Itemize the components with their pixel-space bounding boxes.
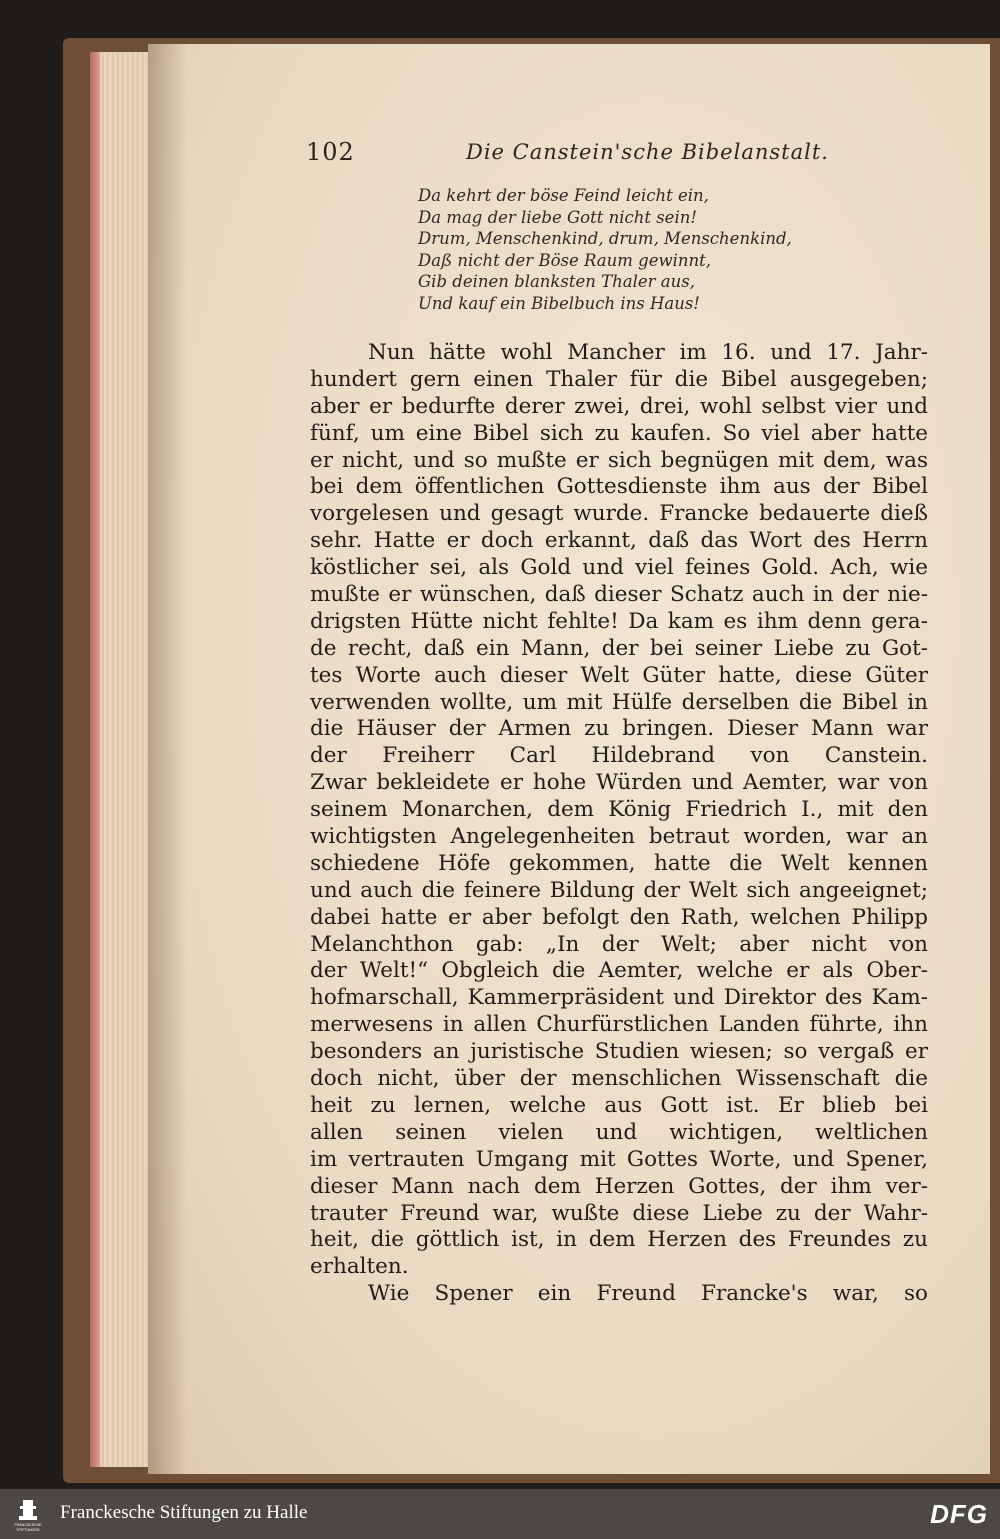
verse-line: Da mag der liebe Gott nicht sein! [418,207,697,227]
text-line: tes Worte auch dieser Welt Güter hatte, diese Güter [310,662,928,688]
text-line: Nun hätte wohl Mancher im 16. und 17. Jahr- [368,340,928,365]
text-line: der Welt!“ Obgleich die Aemter, welche er als Ober- [310,958,928,984]
text-line: er nicht, und so mußte er sich begnügen mit dem, was [310,447,928,473]
text-line: bei dem öffentlichen Gottesdienste ihm aus der Bibel [310,474,928,500]
text-line: die Häuser der Armen zu bringen. Dieser Mann war [310,716,928,742]
page-number: 102 [306,138,355,166]
text-line: drigsten Hütte nicht fehlte! Da kam es ihm denn gera- [310,608,928,634]
text-line: heit zu lernen, welche aus Gott ist. Er blieb bei [310,1092,928,1118]
text-line: verwenden wollte, um mit Hülfe derselben die Bibel in [310,689,928,715]
text-line: seinem Monarchen, dem König Friedrich I., mit den [310,797,928,823]
text-line: dabei hatte er aber befolgt den Rath, welchen Philipp [310,904,928,930]
text-line: heit, die göttlich ist, in dem Herzen des Freundes zu [310,1227,928,1253]
verse-line: Gib deinen blanksten Thaler aus, [418,272,695,291]
text-line: allen seinen vielen und wichtigen, weltlichen [310,1119,928,1145]
text-line: erhalten. [310,1254,409,1280]
franckesche-stiftungen-logo [8,1497,48,1533]
text-line: Zwar bekleidete er hohe Würden und Aemter, war von [310,770,928,796]
svg-text:FRANCKESCHE: FRANCKESCHE [14,1523,42,1527]
verse-line: Und kauf ein Bibelbuch ins Haus! [418,293,700,313]
text-line: wichtigsten Angelegenheiten betraut worden, war an [310,824,928,850]
text-line: trauter Freund war, wußte diese Liebe zu der Wahr- [310,1200,928,1226]
page-header [306,138,926,168]
text-line: dieser Mann nach dem Herzen Gottes, der ihm ver- [310,1173,928,1199]
page-edges [90,52,150,1467]
text-line: merwesens in allen Churfürstlichen Landen führte, ihn [310,1012,928,1038]
body-text [310,340,928,1308]
text-line: doch nicht, über der menschlichen Wissenschaft die [310,1066,928,1092]
text-line: sehr. Hatte er doch erkannt, daß das Wort des Herrn [310,528,928,554]
verse-line: Da kehrt der böse Feind leicht ein, [418,186,709,205]
text-line: und auch die feinere Bildung der Welt sich angeeignet; [310,877,928,903]
text-line: fünf, um eine Bibel sich zu kaufen. So viel aber hatte [310,420,928,446]
page-gutter-shadow [148,44,188,1474]
text-line: besonders an juristische Studien wiesen; so vergaß er [310,1039,928,1065]
text-line: mußte er wünschen, daß dieser Schatz auch in der nie- [310,582,928,608]
verse-block [418,185,888,314]
text-line: vorgelesen und gesagt wurde. Francke bedauerte dieß [310,501,928,527]
text-line: köstlicher sei, als Gold und viel feines Gold. Ach, wie [310,555,928,581]
text-line: hofmarschall, Kammerpräsident und Direktor des Kam- [310,985,928,1011]
verse-line: Daß nicht der Böse Raum gewinnt, [418,250,711,270]
running-head: Die Canstein'sche Bibelanstalt. [466,140,829,164]
text-line: Melanchthon gab: „In der Welt; aber nicht von [310,931,928,957]
text-line: hundert gern einen Thaler für die Bibel ausgegeben; [310,366,928,392]
text-line: schiedene Höfe gekommen, hatte die Welt kennen [310,850,928,876]
verse-line: Drum, Menschenkind, drum, Menschenkind, [418,229,792,248]
text-line: aber er bedurfte derer zwei, drei, wohl selbst vier und [310,393,928,419]
text-line: im vertrauten Umgang mit Gottes Worte, und Spener, [310,1146,928,1172]
svg-text:STIFTUNGEN: STIFTUNGEN [16,1528,40,1532]
dfg-logo: DFG [930,1499,988,1529]
institution-name: Franckesche Stiftungen zu Halle [60,1502,308,1523]
text-line: der Freiherr Carl Hildebrand von Canstein. [310,743,928,769]
text-line: de recht, daß ein Mann, der bei seiner Liebe zu Got- [310,635,928,661]
viewer-footer [0,1489,1000,1539]
text-line: Wie Spener ein Freund Francke's war, so [368,1281,928,1307]
